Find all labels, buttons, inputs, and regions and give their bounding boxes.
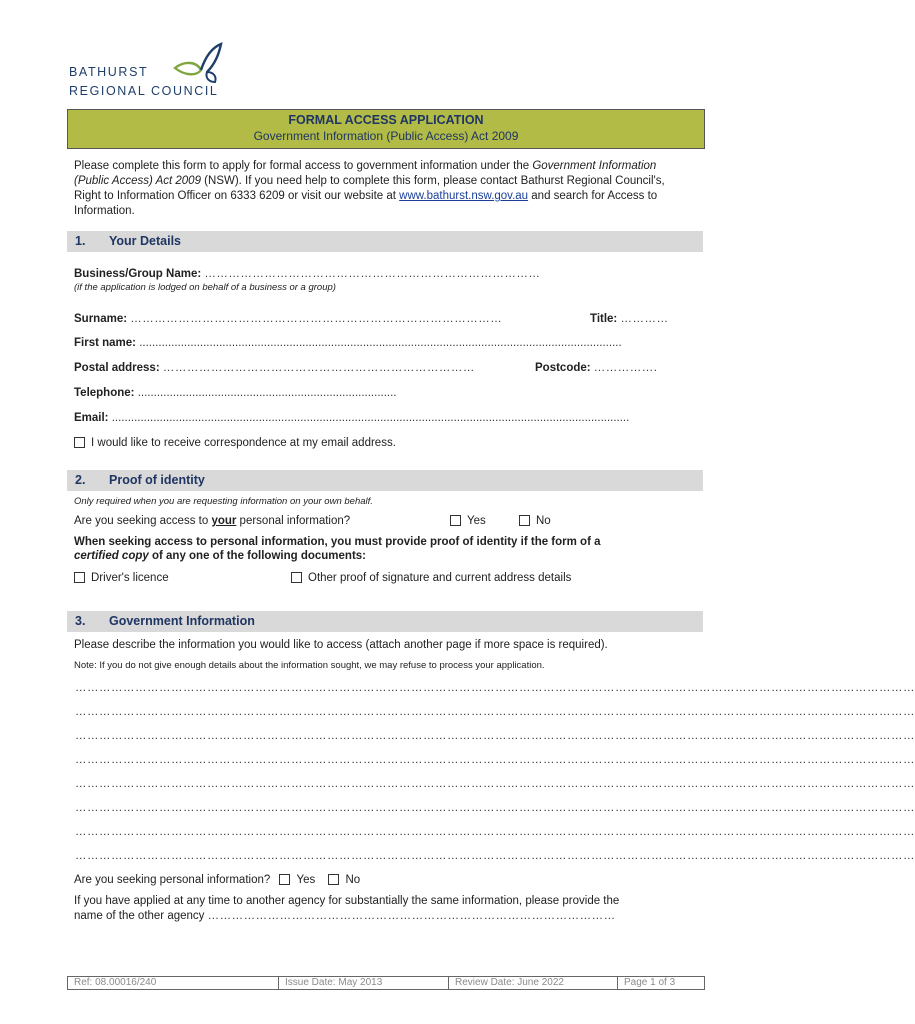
section-header-government-information <box>67 611 703 632</box>
first-name-label: First name: <box>74 337 136 349</box>
surname-label: Surname: <box>74 313 128 325</box>
seeking-personal-info-label: Are you seeking personal information? <box>74 874 271 886</box>
question-emphasis: your <box>211 515 237 527</box>
telephone-label: Telephone: <box>74 387 135 399</box>
telephone-field[interactable]: Telephone: ................................................................................. <box>74 387 397 399</box>
surname-field[interactable]: Surname: ………………………………………………………………………………… <box>74 313 503 325</box>
section-header-proof-of-identity <box>67 470 703 491</box>
postal-address-field[interactable]: Postal address: …………………………………………………………………… <box>74 362 475 374</box>
certified-copy-text: certified copy <box>74 550 149 562</box>
footer-page-number: Page 1 of 3 <box>617 977 705 989</box>
email-consent-checkbox[interactable] <box>74 437 85 448</box>
description-line[interactable]: ………………………………………………………………………………………………………………………………………………………………………………………… <box>75 802 915 814</box>
other-agency-text-1: If you have applied at any time to another agency for substantially the same information, please provide the <box>74 895 620 907</box>
section-number: 2. <box>75 473 86 487</box>
other-agency-field[interactable]: name of the other agency ………………………………………………………………………………………… <box>74 910 616 922</box>
describe-instruction: Please describe the information you would like to access (attach another page if more space is required). <box>74 639 608 651</box>
intro-text-2: (NSW). If you need help to complete this form, please contact Bathurst Regional Council's, Right to Information Officer on 6333 6209 or visit our website at <box>74 175 665 202</box>
drivers-licence-label: Driver's licence <box>91 572 169 584</box>
intro-text-1: Please complete this form to apply for formal access to government information under the <box>74 160 533 172</box>
proof-requirement-line1: When seeking access to personal information, you must provide proof of identity if the form of a <box>74 536 601 548</box>
postcode-field[interactable]: Postcode: ……………. <box>535 362 658 374</box>
seeking-personal-no-checkbox[interactable] <box>328 874 339 885</box>
form-title: FORMAL ACCESS APPLICATION <box>288 113 484 127</box>
form-title-box <box>67 109 705 149</box>
email-label: Email: <box>74 412 109 424</box>
description-line[interactable]: ………………………………………………………………………………………………………………………………………………………………………………………… <box>75 778 915 790</box>
footer-ref: Ref: 08.00016/240 <box>67 977 278 989</box>
section-header-your-details <box>67 231 703 252</box>
description-line[interactable]: ………………………………………………………………………………………………………………………………………………………………………………………… <box>75 850 915 862</box>
title-label: Title: <box>590 313 618 325</box>
describe-note: Note: If you do not give enough details about the information sought, we may refuse to process your application. <box>74 660 545 671</box>
email-consent-label: I would like to receive correspondence at my email address. <box>91 437 396 449</box>
personal-info-no-option <box>519 515 551 527</box>
first-name-field[interactable]: First name: ....................................................................................................................................................... <box>74 337 622 349</box>
logo-text-line1: BATHURST <box>69 65 149 79</box>
other-proof-option <box>291 572 571 584</box>
description-line[interactable]: ………………………………………………………………………………………………………………………………………………………………………………………… <box>75 826 915 838</box>
website-link[interactable]: www.bathurst.nsw.gov.au <box>399 190 529 202</box>
footer-review-date: Review Date: June 2022 <box>448 977 617 989</box>
personal-info-question <box>74 515 350 527</box>
section-number: 3. <box>75 614 86 628</box>
personal-info-yes-checkbox[interactable] <box>450 515 461 526</box>
question-text-2: personal information? <box>236 515 351 527</box>
intro-text-3: and search for Access to Information. <box>74 190 658 217</box>
postcode-label: Postcode: <box>535 362 591 374</box>
postal-address-label: Postal address: <box>74 362 160 374</box>
description-line[interactable]: ………………………………………………………………………………………………………………………………………………………………………………………… <box>75 754 915 766</box>
no-label: No <box>536 515 551 527</box>
business-name-note: (if the application is lodged on behalf of a business or a group) <box>74 282 336 293</box>
email-consent-row <box>74 437 396 449</box>
intro-act-name: Government Information (Public Access) Act 2009 <box>74 160 657 187</box>
council-logo <box>69 42 239 102</box>
personal-info-no-checkbox[interactable] <box>519 515 530 526</box>
question-text-1: Are you seeking access to <box>74 515 212 527</box>
form-subtitle: Government Information (Public Access) Act 2009 <box>253 129 519 143</box>
personal-info-yes-option <box>450 515 486 527</box>
yes-label: Yes <box>296 874 316 886</box>
proof-note: Only required when you are requesting information on your own behalf. <box>74 496 373 507</box>
other-agency-label: name of the other agency <box>74 910 205 922</box>
section-title: Proof of identity <box>109 473 205 487</box>
yes-label: Yes <box>467 515 486 527</box>
description-line[interactable]: ………………………………………………………………………………………………………………………………………………………………………………………… <box>75 706 915 718</box>
other-proof-label: Other proof of signature and current address details <box>308 572 572 584</box>
other-proof-checkbox[interactable] <box>291 572 302 583</box>
drivers-licence-option <box>74 572 169 584</box>
section-title: Government Information <box>109 614 255 628</box>
email-field[interactable]: Email: .................................................................................................................................................................. <box>74 412 630 424</box>
document-footer <box>67 976 705 990</box>
description-line[interactable]: ………………………………………………………………………………………………………………………………………………………………………………………… <box>75 730 915 742</box>
drivers-licence-checkbox[interactable] <box>74 572 85 583</box>
proof-requirement-line2 <box>74 550 366 562</box>
business-name-field[interactable]: Business/Group Name: ………………………………………………………………………… <box>74 268 541 280</box>
seeking-personal-yes-checkbox[interactable] <box>279 874 290 885</box>
title-field[interactable]: Title: ………… <box>590 313 669 325</box>
proof-requirement-text: of any one of the following documents: <box>148 550 366 562</box>
footer-issue-date: Issue Date: May 2013 <box>278 977 448 989</box>
description-line[interactable]: ………………………………………………………………………………………………………………………………………………………………………………………… <box>75 682 915 694</box>
section-number: 1. <box>75 234 86 248</box>
seeking-personal-info-question <box>74 874 360 886</box>
intro-paragraph <box>74 159 694 219</box>
section-title: Your Details <box>109 234 182 248</box>
logo-text-line2: REGIONAL COUNCIL <box>69 84 219 98</box>
butterfly-icon <box>171 42 227 84</box>
no-label: No <box>345 874 361 886</box>
business-name-label: Business/Group Name: <box>74 268 202 280</box>
